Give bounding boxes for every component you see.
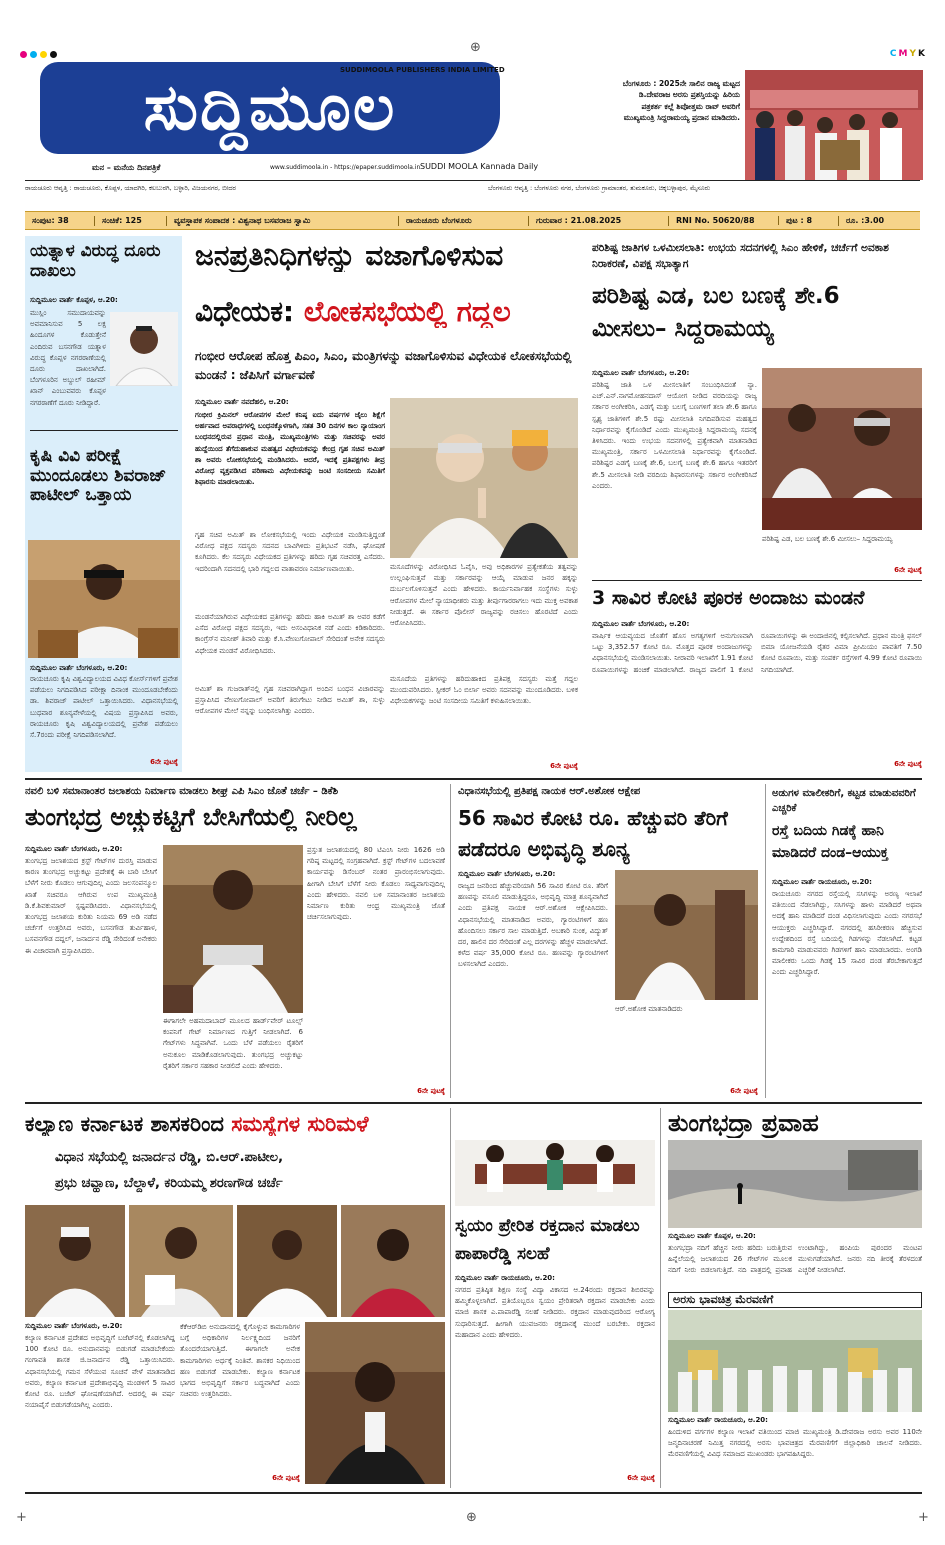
lead-headline-part-b: ಲೋಕಸಭೆಯಲ್ಲಿ ಗದ್ದಲ [303,296,511,328]
lead-photo-amit-shah [390,398,578,558]
tunga-byline: ಸುದ್ದಿಮೂಲ ವಾರ್ತೆ ಬೆಂಗಳೂರು, ಆ.20: [25,845,123,853]
krishi-continue: 6ನೇ ಪುಟಕ್ಕೆ [150,758,178,766]
lead-byline: ಸುದ್ದಿಮೂಲ ವಾರ್ತೆ ನವದೆಹಲಿ, ಆ.20: [195,398,289,406]
issue: ಸಂಚಿಕೆ: 125 [95,216,167,226]
krishi-body: ರಾಯಚೂರು ಕೃಷಿ ವಿಶ್ವವಿದ್ಯಾಲಯದ ವಿವಿಧ ಕೋರ್ಸ್‌ಗಳಿಗೆ ಪ್ರವೇಶ ಪಡೆಯಲು ನಿಗದಿಪಡಿಸಿದ ಪರೀಕ್ಷಾ ದಿನಾಂಕ ಮುಂದೂಡಬೇಕೆಂದು ಡಾ. ಶಿವರಾಜ್ ಪಾಟೀಲ್ ಒತ್ತಾಯಿಸಿದರು. ವಿಧಾನಸಭೆಯಲ್ಲಿ ಬುಧವಾರ ಶೂನ್ಯವೇಳೆಯಲ್ಲಿ ವಿಷಯ ಪ್ರಸ್ತಾಪಿಸಿದ ಅವರು, ರಾಯಚೂರು ಕೃಷಿ ವಿಶ್ವವಿದ್ಯಾಲಯದಲ್ಲಿ ಪ್ರವೇಶ ಪಡೆಯಲು ಸೆ.7ರಂದು ಪರೀಕ್ಷೆ ನಿಗದಿಪಡಿಸಲಾಗಿದೆ. [30,675,178,739]
krishi-headline: ಕೃಷಿ ವಿವಿ ಪರೀಕ್ಷೆ ಮುಂದೂಡಲು ಶಿವರಾಜ್ ಪಾಟೀಲ್ ಒತ್ತಾಯ [30,447,167,506]
arasu-byline: ಸುದ್ದಿಮೂಲ ವಾರ್ತೆ ರಾಯಚೂರು, ಆ.20: [668,1416,768,1424]
rakta-body: ನಗರದ ಪ್ರತಿಷ್ಠಿತ ಶಿಕ್ಷಣ ಸಂಸ್ಥೆ ವಿದ್ಯಾ ವಿಕಾಸದ ಆ.24ರಂದು ರಕ್ತದಾನ ಶಿಬಿರವನ್ನು ಹಮ್ಮಿಕೊಳ್ಳಲಾಗಿದೆ. ಪ್ರತಿಯೊಬ್ಬರೂ ಸ್ವಯಂ ಪ್ರೇರಿತರಾಗಿ ರಕ್ತದಾನ ಮಾಡಬೇಕು ಎಂದು ಮಾಜಿ ಶಾಸಕ ಎ.ಪಾಪಾರೆಡ್ಡಿ ಸಲಹೆ ನೀಡಿದರು. ರಕ್ತದಾನ ಮಾಡುವುದರಿಂದ ಆರೋಗ್ಯ ಸುಧಾರಿಸುತ್ತದೆ. ಹೀಗಾಗಿ ಯುವಜನರು ರಕ್ತದಾನಕ್ಕೆ ಮುಂದೆ ಬರಬೇಕು. ರಕ್ತದಾನ ಮಹಾದಾನ ಎಂದು ಹೇಳಿದರು. [455,1286,655,1339]
lead-continue: 6ನೇ ಪುಟಕ್ಕೆ [550,762,578,770]
info-strip [25,211,920,230]
date: ಗುರುವಾರ : 21.08.2025 [529,216,669,226]
cmyk-marks: C M Y K [889,49,925,59]
tunga-body-2: ಪ್ರಸ್ತುತ ಜಲಾಶಯದಲ್ಲಿ 80 ಟಿಎಂಸಿ ನೀರು 1626 ಅಡಿ ಗರಿಷ್ಠ ಮಟ್ಟದಲ್ಲಿ ಸಂಗ್ರಹವಾಗಿದೆ. ಕ್ರಸ್ಟ್ ಗೇಟ್‌ಗಳ ಬದಲಾವಣೆ ಕಾರ್ಯವನ್ನು ಡಿಸೆಂಬರ್ ನಂತರ ಪ್ರಾರಂಭಿಸಲಾಗುವುದು. ಹೀಗಾಗಿ ಬೇಸಿಗೆ ಬೆಳೆಗೆ ನೀರು ಕೊಡಲು ಸಾಧ್ಯವಾಗುವುದಿಲ್ಲ ಎಂದು ಹೇಳಿದರು. ನವಲಿ ಬಳಿ ಸಮಾನಾಂತರ ಜಲಾಶಯ ನಿರ್ಮಾಣ ಕುರಿತು ಆಂಧ್ರ ಮುಖ್ಯಮಂತ್ರಿ ಜೊತೆ ಚರ್ಚಿಸಲಾಗುವುದು. [307,846,445,922]
ashok-body: ರಾಜ್ಯದ ಜನರಿಂದ ಹೆಚ್ಚುವರಿಯಾಗಿ 56 ಸಾವಿರ ಕೋಟಿ ರೂ. ತೆರಿಗೆ ಹಣವನ್ನು ವಸೂಲಿ ಮಾಡುತ್ತಿದ್ದರೂ, ಅಭಿವೃದ್ಧಿ ಮಾತ್ರ ಶೂನ್ಯವಾಗಿದೆ ಎಂದು ಪ್ರತಿಪಕ್ಷ ನಾಯಕ ಆರ್.ಅಶೋಕ ಆಕ್ಷೇಪಿಸಿದರು. ವಿಧಾನಸಭೆಯಲ್ಲಿ ಮಾತನಾಡಿದ ಅವರು, ಗ್ಯಾರಂಟಿಗಳಿಗೆ ಹಣ ಹೊಂದಿಸಲು ಸರ್ಕಾರ ಸಾಲ ಮಾಡುತ್ತಿದೆ. ಅಬಕಾರಿ ಸುಂಕ, ವಿದ್ಯುತ್ ದರ, ಹಾಲಿನ ದರ ಸೇರಿದಂತೆ ಎಲ್ಲ ದರಗಳನ್ನು ಹೆಚ್ಚಳ ಮಾಡಲಾಗಿದೆ. ಕಳೆದ ವರ್ಷ 35,000 ಕೋಟಿ ರೂ. ಹಣವನ್ನು ಗ್ಯಾರಂಟಿಗಳಿಗೆ ಬಳಸಲಾಗಿದೆ ಎಂದರು. [458,882,608,969]
ashok-caption: ಆರ್.ಅಶೋಕ ಮಾತನಾಡಿದರು [615,1005,683,1013]
crosshair-mark: ⊕ [466,1510,477,1525]
rasthe-body: ರಾಯಚೂರು ನಗರದ ರಸ್ತೆಯಲ್ಲಿ ಸಸಿಗಳನ್ನು ಅರಣ್ಯ ಇಲಾಖೆ ವತಿಯಿಂದ ನೆಡಲಾಗಿದ್ದು, ಸಸಿಗಳನ್ನು ಹಾಳು ಮಾಡಿದರೆ ಅಥವಾ ಅದಕ್ಕೆ ಹಾನಿ ಮಾಡಿದರೆ ದಂಡ ವಿಧಿಸಲಾಗುವುದು ಎಂದು ನಗರಸಭೆ ಆಯುಕ್ತರು ಎಚ್ಚರಿಸಿದ್ದಾರೆ. ನಗರದಲ್ಲಿ ಹಸಿರೀಕರಣ ಹೆಚ್ಚಿಸುವ ಉದ್ದೇಶದಿಂದ ರಸ್ತೆ ಬದಿಯಲ್ಲಿ ಗಿಡಗಳನ್ನು ನೆಡಲಾಗಿದೆ. ಕಟ್ಟಡ ಕಾಮಗಾರಿ ಮಾಡುವವರು ಗಿಡಗಳಿಗೆ ಹಾನಿ ಮಾಡಬಾರದು. ಅಂಗಡಿ ಮಾಲೀಕರು ಒಂದು ಗಿಡಕ್ಕೆ 15 ಸಾವಿರ ದಂಡ ತೆರಬೇಕಾಗುತ್ತದೆ ಎಂದು ಎಚ್ಚರಿಸಿದ್ದಾರೆ. [772,890,922,977]
edition-list-2: ಬೆಂಗಳೂರು ಆವೃತ್ತಿ : ಬೆಂಗಳೂರು ನಗರ, ಬೆಂಗಳೂರು ಗ್ರಾಮಾಂತರ, ತುಮಕೂರು, ಚಿಕ್ಕಬಳ್ಳಾಪುರ, ಮೈಸೂರು [488,184,711,192]
pravaha-body: ತುಂಗಭದ್ರಾ ನದಿಗೆ ಹೆಚ್ಚಿನ ನೀರು ಹರಿದು ಬರುತ್ತಿರುವ ಹಿನ್ನೆಲೆಯಲ್ಲಿ ಜಲಾಶಯದ 26 ಗೇಟ್‌ಗಳ ಮೂಲಕ ನದಿಗೆ ನೀರು ಬಿಡಲಾಗುತ್ತಿದೆ. ನದಿ ಪಾತ್ರದಲ್ಲಿ ಪ್ರವಾಹ ಉಂಟಾಗಿದ್ದು, ಹಂಪಿಯ ಪುರಂದರ ಮಂಟಪ ಮುಳುಗಡೆಯಾಗಿದೆ. ಜನರು ನದಿ ತೀರಕ್ಕೆ ತೆರಳದಂತೆ ಎಚ್ಚರಿಕೆ ನೀಡಲಾಗಿದೆ. [668,1244,922,1275]
rakta-byline: ಸುದ್ದಿಮೂಲ ವಾರ್ತೆ ರಾಯಚೂರು, ಆ.20: [455,1274,555,1282]
tunga-photo-dkshi [163,845,303,1013]
rakta-continue: 6ನೇ ಪುಟಕ್ಕೆ [627,1474,655,1482]
kalyana-continue: 6ನೇ ಪುಟಕ್ಕೆ [272,1474,300,1482]
tunga-body-3: ಈಗಾಗಲೇ ಅಹಮದಾಬಾದ್ ಮೂಲದ ಹಾರ್ಡ್‌ವೇರ್ ಟೂಲ್ಸ್ ಕಂಪನಿಗೆ ಗೇಟ್ ನಿರ್ಮಾಣದ ಗುತ್ತಿಗೆ ನೀಡಲಾಗಿದೆ. 6 ಗೇಟ್‌ಗಳು ಸಿದ್ಧವಾಗಿವೆ. ಒಂದು ಬೆಳೆ ಪಡೆಯಲು ರೈತರಿಗೆ ಅನುಕೂಲ ಮಾಡಿಕೊಡಲಾಗುವುದು. ತುಂಗಭದ್ರ ಅಚ್ಚುಕಟ್ಟು ರೈತರಿಗೆ ಸರ್ಕಾರ ಸಹಕಾರ ನೀಡಲಿದೆ ಎಂದು ಹೇಳಿದರು. [163,1017,303,1070]
ashok-continue: 6ನೇ ಪುಟಕ್ಕೆ [730,1087,758,1095]
scst-body: ಪರಿಶಿಷ್ಟ ಜಾತಿ ಒಳ ಮೀಸಲಾತಿಗೆ ಸಂಬಂಧಿಸಿದಂತೆ ನ್ಯಾ. ಎಚ್.ಎನ್.ನಾಗಮೋಹನದಾಸ್ ಆಯೋಗ ನೀಡಿದ ವರದಿಯನ್ನು ರಾಜ್ಯ ಸರ್ಕಾರ ಅಂಗೀಕರಿಸಿ, ಎಡಗೈ ಮತ್ತು ಬಲಗೈ ಬಣಗಳಿಗೆ ತಲಾ ಶೇ.6 ಹಾಗೂ ಸ್ಪೃಶ್ಯ ಜಾತಿಗಳಿಗೆ ಶೇ.5 ರಷ್ಟು ಮೀಸಲಾತಿ ನಿಗದಿಪಡಿಸುವ ಮಹತ್ವದ ನಿರ್ಧಾರವನ್ನು ಕೈಗೊಂಡಿದೆ ಎಂದು ಮುಖ್ಯಮಂತ್ರಿ ಸಿದ್ದರಾಮಯ್ಯ ಸದನಕ್ಕೆ ತಿಳಿಸಿದರು. ಇಂದು ಉಭಯ ಸದನಗಳಲ್ಲಿ ಪ್ರತ್ಯೇಕವಾಗಿ ಮಾತನಾಡಿದ ಮುಖ್ಯಮಂತ್ರಿ, ಸರ್ಕಾರ ಒಳಮೀಸಲಾತಿ ನಿರ್ಧಾರವನ್ನು ಕೈಗೊಂಡಿದೆ. ಪರಿಶಿಷ್ಟರ ಎಡಗೈ ಬಣಕ್ಕೆ ಶೇ.6, ಬಲಗೈ ಬಣಕ್ಕೆ ಶೇ.6 ಹಾಗೂ ಇತರರಿಗೆ ಶೇ.5 ಮೀಸಲಾತಿ ನೀಡಿ ವರದಿಯ ಶಿಫಾರಸುಗಳನ್ನು ಸರ್ಕಾರ ಅಂಗೀಕರಿಸಿದೆ ಎಂದರು. [592,381,757,490]
lead-body-5: ಮಸೂದೆಗಳನ್ನು ವಿರೋಧಿಸಿದ ಓವೈಸಿ, ಅವು ಅಧಿಕಾರಗಳ ಪ್ರತ್ಯೇಕತೆಯ ತತ್ವವನ್ನು ಉಲ್ಲಂಘಿಸುತ್ತವೆ ಮತ್ತು ಸರ್ಕಾರವನ್ನು ಆಯ್ಕೆ ಮಾಡುವ ಜನರ ಹಕ್ಕನ್ನು ದುರ್ಬಲಗೊಳಿಸುತ್ತವೆ ಎಂದು ಹೇಳಿದರು. ಕಾರ್ಯನಿರ್ವಾಹಕ ಸಂಸ್ಥೆಗಳು ಸುಳ್ಳು ಆರೋಪಗಳ ಮೇಲೆ ನ್ಯಾಯಾಧೀಶರು ಮತ್ತು ತೀರ್ಪುಗಾರರಾಗಲು ಇದು ಮುಕ್ತ ಅವಕಾಶ ನೀಡುತ್ತದೆ. ಈ ಸರ್ಕಾರ ಪೊಲೀಸ್ ರಾಜ್ಯವನ್ನು ರಚಿಸಲು ಹೊರಟಿದೆ ಎಂದು ಆರೋಪಿಸಿದರು. [390,563,578,627]
tunga-body-1: ತುಂಗಭದ್ರ ಜಲಾಶಯದ ಕ್ರಸ್ಟ್ ಗೇಟ್‌ಗಳ ದುರಸ್ತಿ ಮಾಡುವ ಕಾರಣ ತುಂಗಭದ್ರ ಅಚ್ಚುಕಟ್ಟು ಪ್ರದೇಶಕ್ಕೆ ಈ ಬಾರಿ ಬೇಸಿಗೆ ಬೆಳೆಗೆ ನೀರು ಕೊಡಲು ಆಗುವುದಿಲ್ಲ ಎಂದು ಜಲಸಂಪನ್ಮೂಲ ಖಾತೆ ಸಚಿವರೂ ಆಗಿರುವ ಉಪ ಮುಖ್ಯಮಂತ್ರಿ ಡಿ.ಕೆ.ಶಿವಕುಮಾರ್ ಸ್ಪಷ್ಟಪಡಿಸಿದರು. ವಿಧಾನಸಭೆಯಲ್ಲಿ ತುಂಗಭದ್ರ ಜಲಾಶಯ ಕುರಿತು ನಿಯಮ 69 ಅಡಿ ನಡೆದ ಚರ್ಚೆಗೆ ಉತ್ತರಿಸಿದ ಅವರು, ಬಸನಗೌಡ ತುರ್ವಿಹಾಳ, ಬಸವನಗೌಡ ದದ್ದಲ್, ಜನಾರ್ದನ ರೆಡ್ಡಿ ಸೇರಿದಂತೆ ಅನೇಕರು ಈ ವಿಚಾರವಾಗಿ ಪ್ರಸ್ತಾಪಿಸಿದರು. [25,857,157,955]
arasu-body: ಹಿಂದುಳಿದ ವರ್ಗಗಳ ಕಲ್ಯಾಣ ಇಲಾಖೆ ವತಿಯಿಂದ ಮಾಜಿ ಮುಖ್ಯಮಂತ್ರಿ ಡಿ.ದೇವರಾಜ ಅರಸು ಅವರ 110ನೇ ಜನ್ಮದಿನಾಚರಣೆ ನಿಮಿತ್ತ ನಗರದಲ್ಲಿ ಅರಸು ಭಾವಚಿತ್ರದ ಮೆರವಣಿಗೆಗೆ ಜಿಲ್ಲಾಧಿಕಾರಿ ಚಾಲನೆ ನೀಡಿದರು. ಮೆರವಣಿಗೆಯಲ್ಲಿ ವಿವಿಧ ಸಮಾಜದ ಮುಖಂಡರು ಭಾಗವಹಿಸಿದ್ದರು. [668,1428,922,1459]
masthead-url: www.suddimoola.in - https://epaper.suddimoola.in [270,164,421,171]
managing-editor: ವ್ಯವಸ್ಥಾಪಕ ಸಂಪಾದಕ : ವಿಶ್ವನಾಥ ಬಸವರಾಜ ಸ್ವಾಮಿ [167,216,399,226]
masthead-tagline: ಮನ – ಮನೆಯ ದಿನಪತ್ರಿಕೆ [92,163,161,172]
kalyana-headline-part-a: ಕಲ್ಯಾಣ ಕರ್ನಾಟಕ ಶಾಸಕರಿಂದ [25,1112,232,1136]
rakta-headline: ಸ್ವಯಂ ಪ್ರೇರಿತ ರಕ್ತದಾನ ಮಾಡಲು ಪಾಪಾರೆಡ್ಡಿ ಸಲಹೆ [455,1216,640,1265]
kalyana-subhead-2: ಪ್ರಭು ಚವ್ಹಾಣ, ಬೆಲ್ದಾಳೆ, ಕರಿಯಮ್ಮ ಶರಣಗೌಡ ಚರ್ಚೆ [55,1176,283,1191]
yatnal-headline: ಯತ್ನಾಳ ವಿರುದ್ಧ ದೂರು ದಾಖಲು [30,242,161,281]
arasu-headline: ಅರಸು ಭಾವಚಿತ್ರ ಮೆರವಣಿಗೆ [668,1292,922,1308]
lead-headline-line2 [195,296,580,328]
kalyana-headline [25,1112,445,1136]
crosshair-mark: ⊕ [470,40,481,55]
registration-dots [20,43,60,62]
lead-headline-line1: ಜನಪ್ರತಿನಿಧಿಗಳನ್ನು ವಜಾಗೊಳಿಸುವ [195,240,504,272]
scst-continue: 6ನೇ ಪುಟಕ್ಕೆ [894,566,922,574]
puraka-body: ವಾರ್ಷಿಕ ಆಯವ್ಯಯದ ಜೊತೆಗೆ ಹೊಸ ಅಗತ್ಯಗಳಿಗೆ ಅನುಗುಣವಾಗಿ ಒಟ್ಟು 3,352.57 ಕೋಟಿ ರೂ. ಮೊತ್ತದ ಪೂರಕ ಅಂದಾಜುಗಳನ್ನು ವಿಧಾನಸಭೆಯಲ್ಲಿ ಮಂಡಿಸಲಾಯಿತು. ನೀರಾವರಿ ಇಲಾಖೆಗೆ 1.91 ಕೋಟಿ ರೂಪಾಯಿಗಳನ್ನು ಹಂಚಿಕೆ ಮಾಡಲಾಗಿದೆ. ರಾಜ್ಯದ ಪಾಲಿಗೆ 1 ಕೋಟಿ ರೂಪಾಯಿಗಳನ್ನು ಈ ಅಂದಾಜಿನಲ್ಲಿ ಕಲ್ಪಿಸಲಾಗಿದೆ. ಪ್ರಧಾನ ಮಂತ್ರಿ ಫಸಲ್ ಬಿಮಾ ಯೋಜನೆಯಡಿ ರೈತರ ವಿಮಾ ಪ್ರೀಮಿಯಂ ಪಾವತಿಗೆ 7.50 ಕೋಟಿ ರೂಪಾಯಿ, ಮತ್ತು ಸಂಪರ್ಕ ರಸ್ತೆಗಳಿಗೆ 4.99 ಕೋಟಿ ರೂಪಾಯಿ ನಿಗದಿಯಾಗಿದೆ. [592,632,922,674]
page-count: ಪುಟ : 8 [779,216,839,226]
kalyana-subhead-1: ವಿಧಾನ ಸಭೆಯಲ್ಲಿ ಜನಾರ್ದನ ರೆಡ್ಡಿ, ಬಿ.ಆರ್.ಪಾಟೀಲ, [55,1150,284,1165]
scst-caption: ಪರಿಶಿಷ್ಟ ಎಡ, ಬಲ ಬಣಕ್ಕೆ ಶೇ.6 ಮೀಸಲು– ಸಿದ್ದರಾಮಯ್ಯ [762,535,893,543]
ashok-photo [615,870,758,1000]
tunga-kicker: ನವಲಿ ಬಳಿ ಸಮಾನಾಂತರ ಜಲಾಶಯ ನಿರ್ಮಾಣ ಮಾಡಲು ಶೀಘ್ರ ಎಪಿ ಸಿಎಂ ಜೊತೆ ಚರ್ಚೆ – ಡಿಕೆಶಿ [25,786,339,797]
pravaha-headline: ತುಂಗಭದ್ರಾ ಪ್ರವಾಹ [668,1110,819,1137]
arasu-photo [668,1310,922,1412]
puraka-headline: 3 ಸಾವಿರ ಕೋಟಿ ಪೂರಕ ಅಂದಾಜು ಮಂಡನೆ [592,588,865,609]
rasthe-byline: ಸುದ್ದಿಮೂಲ ವಾರ್ತೆ ರಾಯಚೂರು, ಆ.20: [772,878,872,886]
pravaha-byline: ಸುದ್ದಿಮೂಲ ವಾರ್ತೆ ಕೊಪ್ಪಳ, ಆ.20: [668,1232,756,1240]
tunga-headline: ತುಂಗಭದ್ರ ಅಚ್ಚುಕಟ್ಟಿಗೆ ಬೇಸಿಗೆಯಲ್ಲಿ ನೀರಿಲ್ಲ [25,804,357,831]
cities: ರಾಯಚೂರು ಬೆಂಗಳೂರು [399,216,529,226]
kalyana-headline-part-b: ಸಮಸ್ಯೆಗಳ ಸುರಿಮಳೆ [231,1112,369,1136]
edition-list-1: ರಾಯಚೂರು ಆವೃತ್ತಿ : ರಾಯಚೂರು, ಕೊಪ್ಪಳ, ಯಾದಗಿರಿ, ಕಲಬುರಗಿ, ಬಳ್ಳಾರಿ, ವಿಜಯನಗರ, ಬೀದರ [25,184,236,192]
masthead-logo: ಸುದ್ದಿಮೂಲ [40,62,500,154]
puraka-continue: 6ನೇ ಪುಟಕ್ಕೆ [894,760,922,768]
teaser-photo [745,70,923,180]
krishi-photo [28,540,180,658]
crosshair-mark: + [918,1510,929,1525]
kalyana-byline: ಸುದ್ದಿಮೂಲ ವಾರ್ತೆ ಬೆಂಗಳೂರು, ಆ.20: [25,1322,123,1330]
lead-headline-part-a: ವಿಧೇಯಕ: [195,296,304,328]
ashok-headline: 56 ಸಾವಿರ ಕೋಟಿ ರೂ. ಹೆಚ್ಚುವರಿ ತೆರಿಗೆ ಪಡೆದರೂ ಅಭಿವೃದ್ಧಿ ಶೂನ್ಯ [458,806,728,861]
kalyana-body-1: ಕಲ್ಯಾಣ ಕರ್ನಾಟಕ ಪ್ರದೇಶದ ಅಭಿವೃದ್ಧಿಗೆ ಬಜೆಟ್‌ನಲ್ಲಿ ಕೊಡಲಾಗಿದ್ದ 100 ಕೋಟಿ ರೂ. ಅನುದಾನವನ್ನು ಬಿಡುಗಡೆ ಮಾಡಬೇಕೆಂದು ಗಂಗಾವತಿ ಶಾಸಕ ಜಿ.ಜನಾರ್ದನ ರೆಡ್ಡಿ ಒತ್ತಾಯಿಸಿದರು. ವಿಧಾನಸಭೆಯಲ್ಲಿ ಗಮನ ಸೆಳೆಯುವ ಸೂಚನೆ ವೇಳೆ ಮಾತನಾಡಿದ ಅವರು, ಕಲ್ಯಾಣ ಕರ್ನಾಟಕ ಪ್ರದೇಶಾಭಿವೃದ್ಧಿ ಮಂಡಳಿಗೆ 5 ಸಾವಿರ ಕೋಟಿ ರೂ. ಬಜೆಟ್ ಘೋಷಣೆಯಾಗಿದೆ. ಅದರಲ್ಲಿ ಈ ವರ್ಷ ನಯಾಪೈಸೆ ಬಿಡುಗಡೆಯಾಗಿಲ್ಲ ಎಂದರು. [25,1334,175,1410]
lead-body-1: ಗಂಭೀರ ಕ್ರಿಮಿನಲ್ ಆರೋಪಗಳ ಮೇಲೆ ಕನಿಷ್ಠ ಐದು ವರ್ಷಗಳ ಜೈಲು ಶಿಕ್ಷೆಗೆ ಅರ್ಹವಾದ ಅಪರಾಧಗಳಲ್ಲಿ ಬಂಧನಕ್ಕೊಳಗಾಗಿ, ಸತತ 30 ದಿನಗಳ ಕಾಲ ನ್ಯಾಯಾಂಗ ಬಂಧನದಲ್ಲಿರುವ ಪ್ರಧಾನ ಮಂತ್ರಿ, ಮುಖ್ಯಮಂತ್ರಿಗಳು ಮತ್ತು ಸಚಿವರನ್ನು ಅವರ ಹುದ್ದೆಯಿಂದ ತೆಗೆದುಹಾಕುವ ಮಹತ್ವದ ವಿಧೇಯಕವನ್ನು ಕೇಂದ್ರ ಗೃಹ ಸಚಿವ ಅಮಿತ್ ಶಾ ಅವರು ಲೋಕಸಭೆಯಲ್ಲಿ ಮಂಡಿಸಿದರು. ಆದರೆ, ಇದಕ್ಕೆ ಪ್ರತಿಪಕ್ಷಗಳು ತೀವ್ರ ವಿರೋಧ ವ್ಯಕ್ತಪಡಿಸಿದ ಪರಿಣಾಮ ವಿಧೇಯಕವನ್ನು ಜಂಟಿ ಸಂಸದೀಯ ಸಮಿತಿಗೆ ಶಿಫಾರಸು ಮಾಡಲಾಯಿತು. [195,411,385,487]
scst-byline: ಸುದ್ದಿಮೂಲ ವಾರ್ತೆ ಬೆಂಗಳೂರು, ಆ.20: [592,369,690,377]
scst-headline: ಪರಿಶಿಷ್ಟ ಎಡ, ಬಲ ಬಣಕ್ಕೆ ಶೇ.6 ಮೀಸಲು– ಸಿದ್ದರಾಮಯ್ಯ [592,283,840,343]
yatnal-byline: ಸುದ್ದಿಮೂಲ ವಾರ್ತೆ ಕೊಪ್ಪಳ, ಆ.20: [30,296,118,304]
volume: ಸಂಪುಟ: 38 [25,216,95,226]
ashok-kicker: ವಿಧಾನಸಭೆಯಲ್ಲಿ ಪ್ರತಿಪಕ್ಷ ನಾಯಕ ಆರ್.ಅಶೋಕ ಆಕ್ಷೇಪ [458,786,641,797]
pravaha-photo [668,1140,922,1228]
krishi-byline: ಸುದ್ದಿಮೂಲ ವಾರ್ತೆ ಬೆಂಗಳೂರು, ಆ.20: [30,664,128,672]
tunga-continue: 6ನೇ ಪುಟಕ್ಕೆ [417,1087,445,1095]
masthead-daily: SUDDI MOOLA Kannada Daily [420,162,539,171]
kalyana-body-2: ಕೆಕೆಆರ್‌ಡಿಬಿ ಅನುದಾನದಲ್ಲಿ ಕೈಗೊಳ್ಳುವ ಕಾಮಗಾರಿಗಳ ಬಗ್ಗೆ ಅಧಿಕಾರಿಗಳ ನಿರ್ಲಕ್ಷ್ಯದಿಂದ ಜನರಿಗೆ ತೊಂದರೆಯಾಗುತ್ತಿದೆ. ಈಗಾಗಲೇ ಅನೇಕ ಕಾಮಗಾರಿಗಳು ಅರ್ಧಕ್ಕೆ ನಿಂತಿವೆ. ಶಾಸಕರ ನಿಧಿಯಿಂದ ಹಣ ಬಿಡುಗಡೆ ಮಾಡಬೇಕು. ಕಲ್ಯಾಣ ಕರ್ನಾಟಕ ಭಾಗದ ಅಭಿವೃದ್ಧಿಗೆ ಸರ್ಕಾರ ಬದ್ಧವಾಗಿದೆ ಎಂದು ಸಚಿವರು ಉತ್ತರಿಸಿದರು. [180,1323,300,1399]
scst-photo-siddaramaiah [762,368,922,530]
lead-body-2: ಗೃಹ ಸಚಿವ ಅಮಿತ್ ಶಾ ಲೋಕಸಭೆಯಲ್ಲಿ ಇಂದು ವಿಧೇಯಕ ಮಂಡಿಸುತ್ತಿದ್ದಂತೆ ವಿರೋಧ ಪಕ್ಷದ ಸದಸ್ಯರು ಸದನದ ಬಾವಿಗಿಳಿದು ಪ್ರತಿಭಟನೆ ನಡೆಸಿ, ಘೋಷಣೆ ಕೂಗಿದರು. ಕೆಲ ಸದಸ್ಯರು ವಿಧೇಯಕದ ಪ್ರತಿಗಳನ್ನು ಹರಿದು ಗೃಹ ಸಚಿವರತ್ತ ಎಸೆದರು. ಇದರಿಂದಾಗಿ ಸದನದಲ್ಲಿ ಭಾರಿ ಗದ್ದಲದ ವಾತಾವರಣ ನಿರ್ಮಾಣವಾಯಿತು. [195,531,385,573]
kalyana-photo-speaker [305,1322,445,1484]
lead-body-6: ಮಸೂದೆಯ ಪ್ರತಿಗಳನ್ನು ಹರಿದುಹಾಕಿದ ಪ್ರತಿಪಕ್ಷ ಸದಸ್ಯರು ಮತ್ತೆ ಗದ್ದಲ ಮುಂದುವರಿಸಿದರು. ಸ್ಪೀಕರ್ ಓಂ ಬಿರ್ಲಾ ಅವರು ಸದನವನ್ನು ಮುಂದೂಡಿದರು. ಬಳಿಕ ವಿಧೇಯಕಗಳನ್ನು ಜಂಟಿ ಸಂಸದೀಯ ಸಮಿತಿಗೆ ಕಳುಹಿಸಲಾಯಿತು. [390,675,578,706]
rakta-photo [455,1110,655,1206]
lead-body-4: ಅಮಿತ್ ಶಾ ಗುಜರಾತ್‌ನಲ್ಲಿ ಗೃಹ ಸಚಿವರಾಗಿದ್ದಾಗ ಅಂದಿನ ಬಂಧನ ವಿಚಾರವನ್ನು ಪ್ರಸ್ತಾಪಿಸಿದ ವೇಣುಗೋಪಾಲ್ ಅವರಿಗೆ ತಿರುಗೇಟು ನೀಡಿದ ಅಮಿತ್ ಶಾ, ಸುಳ್ಳು ಆರೋಪಗಳ ಮೇಲೆ ನನ್ನನ್ನು ಬಂಧಿಸಲಾಗಿತ್ತು ಎಂದರು. [195,685,385,716]
lead-body-3: ಮಂಡನೆಯಾಗಿರುವ ವಿಧೇಯಕದ ಪ್ರತಿಗಳನ್ನು ಹರಿದು ಹಾಕಿ ಅಮಿತ್ ಶಾ ಅವರ ಕಡೆಗೆ ಎಸೆದ ವಿರೋಧ ಪಕ್ಷದ ಸದಸ್ಯರು, ಇದು ಅಸಂವಿಧಾನಿಕ ನಡೆ ಎಂದು ಕಿಡಿಕಾರಿದರು. ಕಾಂಗ್ರೆಸ್‌ನ ಮನೀಶ್ ತಿವಾರಿ ಮತ್ತು ಕೆ.ಸಿ.ವೇಣುಗೋಪಾಲ್ ಸೇರಿದಂತೆ ಅನೇಕ ಸದಸ್ಯರು ವಿಧೇಯಕ ಮಂಡನೆ ವಿರೋಧಿಸಿದರು. [195,613,385,655]
crosshair-mark: + [16,1510,27,1525]
kalyana-photo-strip [25,1205,445,1317]
ashok-byline: ಸುದ್ದಿಮೂಲ ವಾರ್ತೆ ಬೆಂಗಳೂರು, ಆ.20: [458,870,556,878]
rasthe-headline: ರಸ್ತೆ ಬದಿಯ ಗಿಡಕ್ಕೆ ಹಾನಿ ಮಾಡಿದರೆ ದಂಡ–ಆಯುಕ್ತ [772,823,889,862]
scst-kicker: ಪರಿಶಿಷ್ಟ ಜಾತಿಗಳ ಒಳಮೀಸಲಾತಿ: ಉಭಯ ಸದನಗಳಲ್ಲಿ ಸಿಎಂ ಹೇಳಿಕೆ, ಚರ್ಚೆಗೆ ಅವಕಾಶ ನಿರಾಕರಣೆ, ವಿಪಕ್ಷ ಸಭಾತ್ಯಾಗ [592,242,889,271]
rasthe-kicker: ಅಡುಗಳ ಮಾಲೀಕರಿಗೆ, ಕಟ್ಟಡ ಮಾಡುವವರಿಗೆ ಎಚ್ಚರಿಕೆ [772,788,916,814]
lead-subhead: ಗಂಭೀರ ಆರೋಪ ಹೊತ್ತ ಪಿಎಂ, ಸಿಎಂ, ಮಂತ್ರಿಗಳನ್ನು ವಜಾಗೊಳಿಸುವ ವಿಧೇಯಕ ಲೋಕಸಭೆಯಲ್ಲಿ ಮಂಡನೆ : ಜೆಪಿಸಿಗೆ ವರ್ಗಾವಣೆ [195,349,572,383]
yatnal-photo [110,312,178,386]
rni-number: RNI No. 50620/88 [669,216,779,225]
yatnal-body: ಮುಸ್ಲಿಂ ಸಮುದಾಯವನ್ನು ಅವಮಾನಿಸುವ 5 ಲಕ್ಷ ಹಿಂದೂಗಳ ಕೊಡುತ್ತೇನೆ ಎಂದಿರುವ ಬಸನಗೌಡ ಯತ್ನಾಳ ವಿರುದ್ಧ ಕೊಪ್ಪಳ ನಗರಠಾಣೆಯಲ್ಲಿ ದೂರು ದಾಖಲಾಗಿದೆ. ಬೆಂಗಳೂರಿನ ಅಬ್ದುಲ್ ರಹೀಮ್ ಖಾನ್ ಎಂಬುವವರು ಕೊಪ್ಪಳ ನಗರಠಾಣೆಗೆ ದೂರು ನೀಡಿದ್ದಾರೆ. [30,309,106,407]
teaser-text: ಬೆಂಗಳೂರು : 2025ನೇ ಸಾಲಿನ ರಾಜ್ಯ ಮಟ್ಟದ ಡಿ.ದೇವರಾಜ ಅರಸು ಪ್ರಶಸ್ತಿಯನ್ನು ಹಿರಿಯ ಪತ್ರಕರ್ತ ಕಲ್ಲೆ ಶಿವೋತ್ತಮ ರಾವ್ ಅವರಿಗೆ ಮುಖ್ಯಮಂತ್ರಿ ಸಿದ್ದರಾಮಯ್ಯ ಪ್ರದಾನ ಮಾಡಿದರು. [622,79,740,122]
price: ರೂ. :3.00 [846,215,885,225]
publisher-name: SUDDIMOOLA PUBLISHERS INDIA LIMITED [340,66,505,74]
puraka-byline: ಸುದ್ದಿಮೂಲ ವಾರ್ತೆ ಬೆಂಗಳೂರು, ಆ.20: [592,620,690,628]
